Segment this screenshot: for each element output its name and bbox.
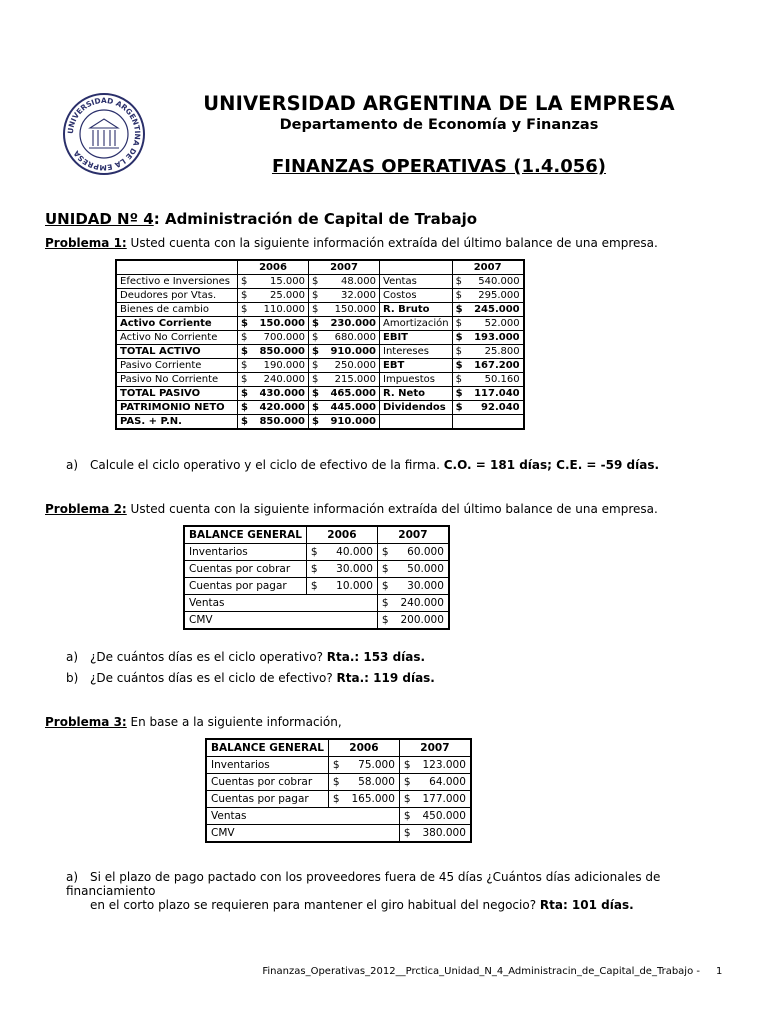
currency-symbol: $: [241, 346, 248, 357]
currency-symbol: $: [381, 546, 389, 558]
question-label: a): [66, 458, 79, 472]
column-header: BALANCE GENERAL: [206, 739, 328, 757]
table-row: [116, 359, 524, 373]
amount-value: 680.000: [334, 332, 376, 343]
money-cell: [306, 561, 377, 578]
money-cell: [328, 791, 399, 808]
money-cell: [377, 544, 449, 561]
money-cell: [452, 387, 524, 401]
money-cell: [377, 612, 449, 630]
currency-symbol: $: [312, 388, 319, 399]
amount-value: 25.000: [270, 290, 305, 301]
problem-2-question-a: [66, 650, 425, 664]
currency-symbol: $: [455, 346, 462, 357]
amount-value: 30.000: [407, 580, 444, 592]
label-cell: TOTAL ACTIVO: [116, 345, 238, 359]
question-text: Si el plazo de pago pactado con los proveedores fuera de 45 días ¿Cuántos días adicionales de financiamiento: [66, 870, 661, 898]
amount-value: 177.000: [422, 793, 466, 805]
problem-1-question-a: [66, 458, 659, 472]
money-cell: [309, 415, 380, 430]
money-cell: [452, 401, 524, 415]
column-header: 2007: [309, 260, 380, 275]
currency-symbol: $: [312, 276, 319, 287]
money-cell: [328, 757, 399, 774]
amount-value: 193.000: [474, 332, 520, 343]
label-cell: R. Bruto: [380, 303, 453, 317]
currency-symbol: $: [455, 402, 463, 413]
amount-value: 215.000: [334, 374, 376, 385]
amount-value: 110.000: [263, 304, 305, 315]
label-cell: Impuestos: [380, 373, 453, 387]
currency-symbol: $: [241, 374, 248, 385]
problem-1-intro: [45, 236, 658, 250]
currency-symbol: $: [312, 374, 319, 385]
label-cell: Pasivo No Corriente: [116, 373, 238, 387]
currency-symbol: $: [241, 332, 248, 343]
label-cell: Ventas: [380, 275, 453, 289]
column-header: 2006: [306, 526, 377, 544]
money-cell: [238, 289, 309, 303]
amount-value: 150.000: [334, 304, 376, 315]
label-cell: Activo Corriente: [116, 317, 238, 331]
money-cell: [452, 289, 524, 303]
money-cell: [309, 345, 380, 359]
table-header-row: [116, 260, 524, 275]
amount-value: 32.000: [341, 290, 376, 301]
label-cell: Intereses: [380, 345, 453, 359]
table-row: [184, 578, 449, 595]
question-text: ¿De cuántos días es el ciclo operativo?: [90, 650, 327, 664]
money-cell: [309, 303, 380, 317]
table-header-row: [206, 739, 471, 757]
money-cell: [309, 387, 380, 401]
money-cell: [452, 373, 524, 387]
amount-value: 75.000: [358, 759, 395, 771]
money-cell: [238, 373, 309, 387]
label-cell: EBIT: [380, 331, 453, 345]
question-answer: Rta: 101 días.: [539, 898, 634, 912]
label-cell: Pasivo Corriente: [116, 359, 238, 373]
money-cell: [238, 275, 309, 289]
currency-symbol: $: [312, 360, 319, 371]
currency-symbol: $: [312, 332, 319, 343]
question-text: en el corto plazo se requieren para mantener el giro habitual del negocio?: [90, 898, 540, 912]
currency-symbol: $: [403, 827, 411, 839]
amount-value: 50.160: [484, 374, 520, 385]
currency-symbol: $: [381, 563, 389, 575]
question-answer: Rta.: 153 días.: [326, 650, 426, 664]
currency-symbol: $: [455, 276, 462, 287]
column-header: 2007: [377, 526, 449, 544]
label-cell: CMV: [184, 612, 377, 630]
currency-symbol: $: [403, 776, 411, 788]
column-header: 2006: [238, 260, 309, 275]
money-cell: [238, 331, 309, 345]
currency-symbol: $: [332, 759, 340, 771]
currency-symbol: $: [332, 793, 340, 805]
table-row: [184, 544, 449, 561]
money-cell: [238, 401, 309, 415]
money-cell: [377, 578, 449, 595]
amount-value: 25.800: [484, 346, 520, 357]
currency-symbol: $: [241, 290, 248, 301]
label-cell: Cuentas por cobrar: [206, 774, 328, 791]
problem-2-label: Problema 2:: [45, 502, 127, 516]
label-cell: Activo No Corriente: [116, 331, 238, 345]
amount-value: 910.000: [330, 346, 376, 357]
label-cell: Cuentas por pagar: [206, 791, 328, 808]
question-text: Calcule el ciclo operativo y el ciclo de efectivo de la firma.: [90, 458, 444, 472]
currency-symbol: $: [241, 416, 248, 427]
table-row: [116, 345, 524, 359]
amount-value: 245.000: [474, 304, 520, 315]
label-cell: Ventas: [184, 595, 377, 612]
currency-symbol: $: [241, 402, 248, 413]
table-row: [184, 595, 449, 612]
money-cell: [452, 317, 524, 331]
amount-value: 450.000: [422, 810, 466, 822]
page-number: 1: [716, 966, 723, 977]
column-header: 2007: [452, 260, 524, 275]
column-header: 2006: [328, 739, 399, 757]
label-cell: PATRIMONIO NETO: [116, 401, 238, 415]
label-cell: [380, 415, 453, 430]
footer-filename: Finanzas_Operativas_2012__Prctica_Unidad_N_4_Administracin_de_Capital_de_Trabajo -: [262, 966, 700, 977]
unit-title: : Administración de Capital de Trabajo: [153, 210, 478, 228]
label-cell: Dividendos: [380, 401, 453, 415]
question-answer: Rta.: 119 días.: [336, 671, 435, 685]
amount-value: 200.000: [400, 614, 444, 626]
money-cell: [399, 825, 471, 843]
label-cell: Cuentas por pagar: [184, 578, 306, 595]
table-row: [184, 612, 449, 630]
currency-symbol: $: [455, 388, 463, 399]
currency-symbol: $: [241, 276, 248, 287]
currency-symbol: $: [381, 580, 389, 592]
currency-symbol: $: [332, 776, 340, 788]
question-label: a): [66, 650, 79, 664]
money-cell: [452, 303, 524, 317]
table-header-row: [184, 526, 449, 544]
problem-3-question-a: [66, 870, 746, 912]
money-cell: [306, 544, 377, 561]
table-row: [116, 317, 524, 331]
amount-value: 10.000: [336, 580, 373, 592]
problem-2-intro: [45, 502, 658, 516]
question-answer: C.O. = 181 días; C.E. = -59 días.: [443, 458, 660, 472]
currency-symbol: $: [241, 388, 248, 399]
currency-symbol: $: [312, 346, 319, 357]
money-cell: [309, 331, 380, 345]
svg-text:UNIVERSIDAD ARGENTINA DE LA EM: UNIVERSIDAD ARGENTINA DE LA EMPRESA: [65, 95, 143, 173]
money-cell: [238, 359, 309, 373]
amount-value: 380.000: [422, 827, 466, 839]
label-cell: Deudores por Vtas.: [116, 289, 238, 303]
money-cell: [309, 359, 380, 373]
money-cell: [452, 359, 524, 373]
currency-symbol: $: [403, 759, 411, 771]
table-row: [184, 561, 449, 578]
amount-value: 15.000: [270, 276, 305, 287]
label-cell: TOTAL PASIVO: [116, 387, 238, 401]
table-row: [116, 289, 524, 303]
table-row: [206, 791, 471, 808]
problem-1-text: Usted cuenta con la siguiente información extraída del último balance de una empresa.: [126, 236, 658, 250]
currency-symbol: $: [310, 546, 318, 558]
problem-2-text: Usted cuenta con la siguiente información extraída del último balance de una empresa.: [126, 502, 658, 516]
currency-symbol: $: [381, 597, 389, 609]
currency-symbol: $: [403, 810, 411, 822]
amount-value: 165.000: [351, 793, 395, 805]
problem-2-table: [183, 525, 450, 630]
currency-symbol: $: [312, 304, 319, 315]
label-cell: Ventas: [206, 808, 399, 825]
money-cell: [309, 401, 380, 415]
amount-value: 240.000: [263, 374, 305, 385]
currency-symbol: $: [312, 290, 319, 301]
course-title: FINANZAS OPERATIVAS (1.4.056): [271, 156, 607, 177]
department-title: Departamento de Economía y Finanzas: [279, 117, 599, 133]
money-cell: [452, 331, 524, 345]
label-cell: PAS. + P.N.: [116, 415, 238, 430]
money-cell: [238, 345, 309, 359]
money-cell: [309, 275, 380, 289]
table-row: [116, 401, 524, 415]
amount-value: 123.000: [422, 759, 466, 771]
amount-value: 190.000: [263, 360, 305, 371]
table-cell: [452, 415, 524, 430]
table-row: [206, 757, 471, 774]
currency-symbol: $: [312, 402, 319, 413]
money-cell: [328, 774, 399, 791]
table-cell: [380, 260, 453, 275]
money-cell: [399, 774, 471, 791]
amount-value: 465.000: [330, 388, 376, 399]
currency-symbol: $: [455, 290, 462, 301]
money-cell: [377, 595, 449, 612]
amount-value: 50.000: [407, 563, 444, 575]
amount-value: 850.000: [259, 346, 305, 357]
amount-value: 150.000: [259, 318, 305, 329]
money-cell: [399, 808, 471, 825]
problem-3-label: Problema 3:: [45, 715, 127, 729]
amount-value: 40.000: [336, 546, 373, 558]
currency-symbol: $: [455, 304, 463, 315]
amount-value: 60.000: [407, 546, 444, 558]
column-header: 2007: [399, 739, 471, 757]
amount-value: 92.040: [481, 402, 520, 413]
money-cell: [306, 578, 377, 595]
money-cell: [238, 317, 309, 331]
university-title: UNIVERSIDAD ARGENTINA DE LA EMPRESA: [203, 92, 675, 115]
money-cell: [399, 791, 471, 808]
table-cell: [116, 260, 238, 275]
label-cell: CMV: [206, 825, 399, 843]
amount-value: 910.000: [330, 416, 376, 427]
question-label: a): [66, 870, 79, 884]
money-cell: [399, 757, 471, 774]
amount-value: 117.040: [474, 388, 520, 399]
money-cell: [309, 289, 380, 303]
table-row: [116, 373, 524, 387]
currency-symbol: $: [381, 614, 389, 626]
amount-value: 295.000: [478, 290, 520, 301]
currency-symbol: $: [310, 563, 318, 575]
problem-1-table: [115, 259, 525, 430]
label-cell: Costos: [380, 289, 453, 303]
unit-heading: [45, 210, 477, 228]
problem-3-intro: [45, 715, 342, 729]
table-row: [116, 415, 524, 430]
amount-value: 540.000: [478, 276, 520, 287]
problem-3-text: En base a la siguiente información,: [126, 715, 342, 729]
amount-value: 48.000: [341, 276, 376, 287]
table-row: [206, 774, 471, 791]
amount-value: 430.000: [259, 388, 305, 399]
currency-symbol: $: [310, 580, 318, 592]
table-row: [116, 303, 524, 317]
money-cell: [238, 415, 309, 430]
currency-symbol: $: [241, 360, 248, 371]
amount-value: 30.000: [336, 563, 373, 575]
currency-symbol: $: [403, 793, 411, 805]
table-row: [206, 825, 471, 843]
amount-value: 167.200: [474, 360, 520, 371]
question-text: ¿De cuántos días es el ciclo de efectivo?: [90, 671, 337, 685]
money-cell: [309, 317, 380, 331]
money-cell: [452, 345, 524, 359]
amount-value: 52.000: [484, 318, 520, 329]
amount-value: 250.000: [334, 360, 376, 371]
currency-symbol: $: [312, 416, 319, 427]
money-cell: [238, 303, 309, 317]
problem-3-table: [205, 738, 472, 843]
currency-symbol: $: [241, 318, 248, 329]
label-cell: Cuentas por cobrar: [184, 561, 306, 578]
amount-value: 64.000: [429, 776, 466, 788]
currency-symbol: $: [455, 318, 462, 329]
currency-symbol: $: [455, 374, 462, 385]
problem-1-label: Problema 1:: [45, 236, 127, 250]
unit-label: UNIDAD Nº 4: [45, 210, 154, 228]
currency-symbol: $: [312, 318, 319, 329]
label-cell: R. Neto: [380, 387, 453, 401]
currency-symbol: $: [241, 304, 248, 315]
label-cell: Bienes de cambio: [116, 303, 238, 317]
amount-value: 58.000: [358, 776, 395, 788]
currency-symbol: $: [455, 360, 463, 371]
amount-value: 850.000: [259, 416, 305, 427]
label-cell: Inventarios: [184, 544, 306, 561]
column-header: BALANCE GENERAL: [184, 526, 306, 544]
label-cell: EBT: [380, 359, 453, 373]
currency-symbol: $: [455, 332, 463, 343]
amount-value: 700.000: [263, 332, 305, 343]
question-label: b): [66, 671, 79, 685]
amount-value: 240.000: [400, 597, 444, 609]
problem-2-question-b: [66, 671, 435, 685]
label-cell: Inventarios: [206, 757, 328, 774]
table-row: [206, 808, 471, 825]
money-cell: [377, 561, 449, 578]
label-cell: Amortización: [380, 317, 453, 331]
money-cell: [238, 387, 309, 401]
table-row: [116, 387, 524, 401]
amount-value: 420.000: [259, 402, 305, 413]
money-cell: [309, 373, 380, 387]
amount-value: 230.000: [330, 318, 376, 329]
table-row: [116, 331, 524, 345]
amount-value: 445.000: [330, 402, 376, 413]
money-cell: [452, 275, 524, 289]
label-cell: Efectivo e Inversiones: [116, 275, 238, 289]
table-row: [116, 275, 524, 289]
